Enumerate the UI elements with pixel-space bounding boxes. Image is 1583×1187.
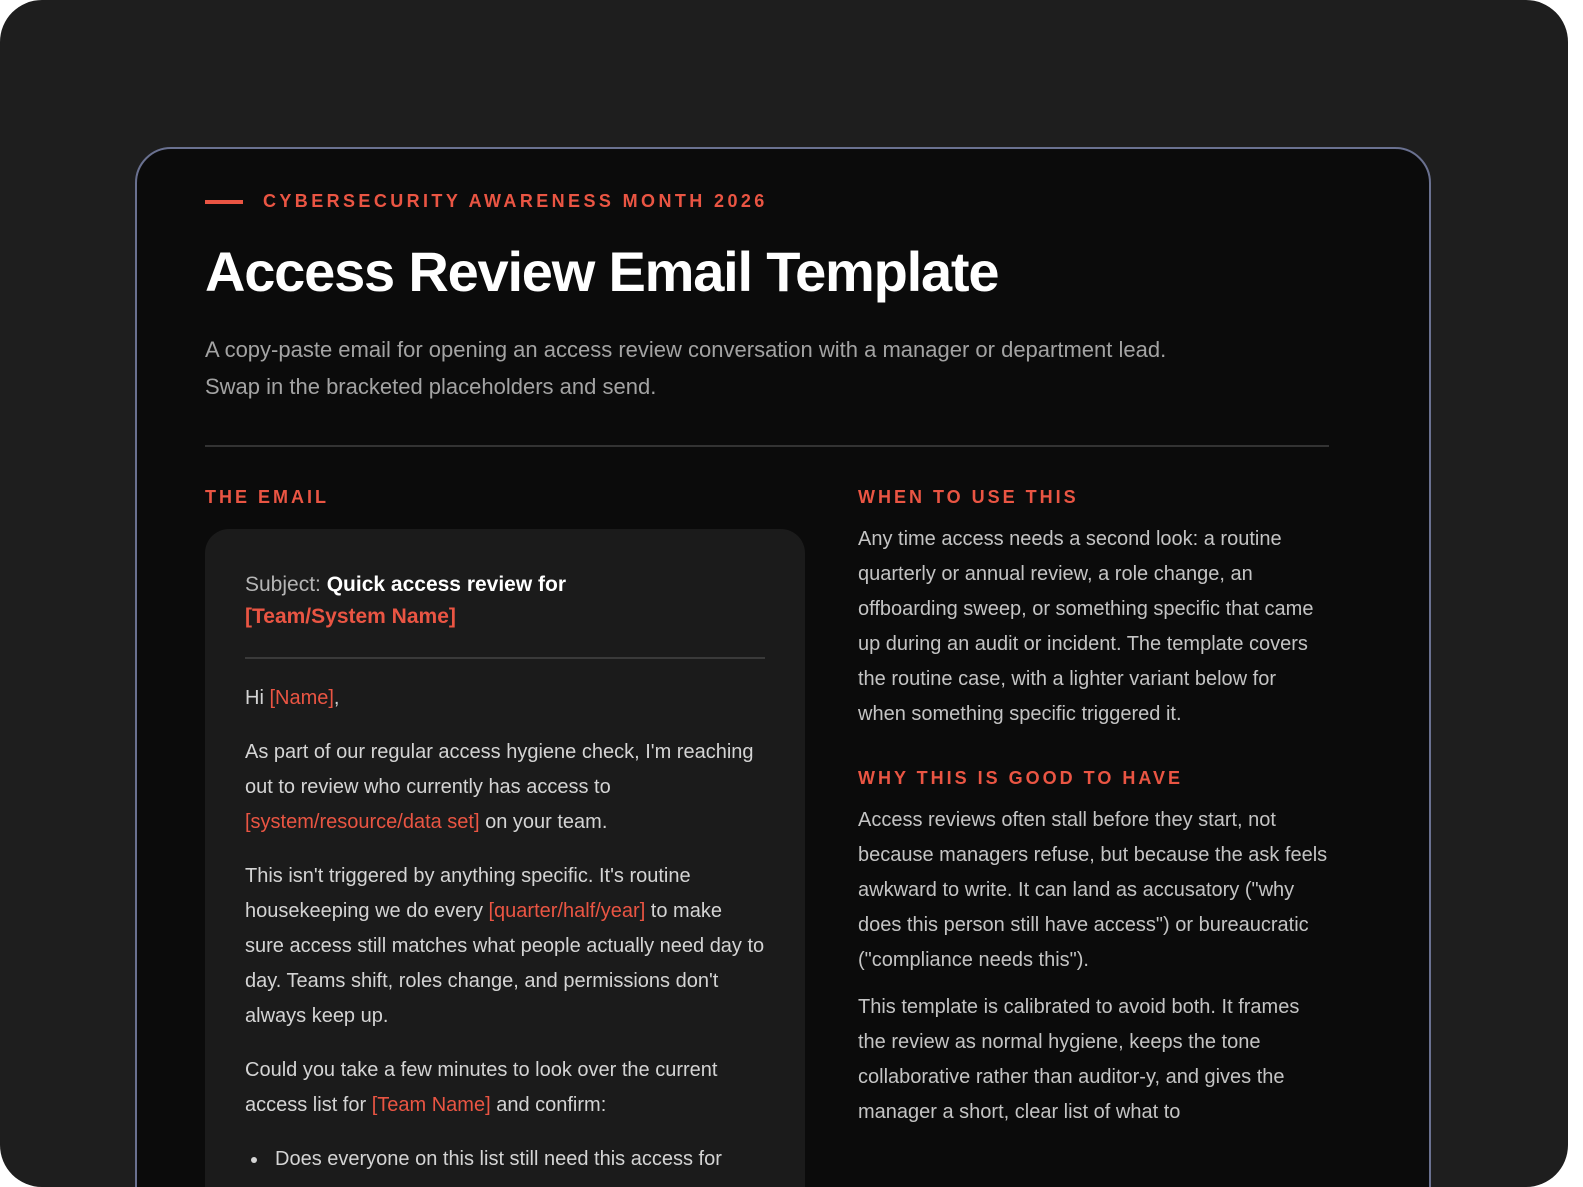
subject-prefix: Subject:: [245, 573, 327, 596]
eyebrow-label: CYBERSECURITY AWARENESS MONTH 2026: [263, 191, 768, 211]
email-body: [245, 681, 765, 1177]
greeting-text: Hi: [245, 687, 270, 709]
when-section-label: WHEN TO USE THIS: [858, 487, 1079, 507]
subject-placeholder: [Team/System Name]: [245, 605, 456, 628]
why-section-text: [858, 803, 1328, 1130]
paragraph-2-text-b: to make sure access still matches what people actually need day to day. Teams shift, roles change, and permissions don't always keep up.: [245, 900, 765, 1027]
paragraph-1-text-a: As part of our regular access hygiene check, I'm reaching out to review who currently has access to: [245, 741, 754, 798]
why-paragraph-1: Access reviews often stall before they start, not because managers refuse, but because the ask feels awkward to write. It can land as accusatory ("why does this person still have access") or bureaucratic ("compliance needs this").: [858, 809, 1328, 971]
list-item-text: Does everyone on this list still need this access for: [275, 1148, 722, 1170]
email-greeting: [245, 681, 765, 716]
header-divider: [205, 445, 1329, 447]
why-paragraph-2: This template is calibrated to avoid both. It frames the review as normal hygiene, keeps the tone collaborative rather than auditor-y, and gives the manager a short, clear list of what to: [858, 996, 1300, 1123]
email-preview[interactable]: [205, 529, 805, 1187]
email-subject: [245, 569, 665, 633]
greeting-suffix: ,: [333, 687, 340, 709]
email-paragraph-3: [245, 1053, 765, 1123]
cadence-placeholder: [quarter/half/year]: [488, 900, 646, 922]
paragraph-1-text-b: on your team.: [479, 811, 608, 833]
paragraph-2-text-a: This isn't triggered by anything specific. It's routine housekeeping we do every: [245, 865, 691, 922]
email-section-label: THE EMAIL: [205, 487, 329, 507]
page-title: Access Review Email Template: [205, 240, 999, 303]
subject-text: Quick access review for: [326, 573, 567, 596]
paragraph-3-text-a: Could you take a few minutes to look over the current access list for: [245, 1059, 718, 1116]
accent-dash: [205, 200, 243, 204]
name-placeholder: [Name]: [269, 687, 334, 709]
email-paragraph-1: [245, 735, 765, 840]
email-checklist: [245, 1142, 765, 1177]
paragraph-3-text-b: and confirm:: [490, 1094, 607, 1116]
email-paragraph-2: [245, 859, 765, 1034]
email-column: [205, 487, 805, 1170]
team-placeholder: [Team Name]: [371, 1094, 491, 1116]
info-column: [858, 487, 1328, 1142]
when-paragraph: Any time access needs a second look: a routine quarterly or annual review, a role change, an offboarding sweep, or something specific that came up during an audit or incident. The template covers the routine case, with a lighter variant below for when something specific triggered it.: [858, 528, 1314, 725]
eyebrow: [205, 191, 768, 212]
template-card: [135, 147, 1431, 1187]
why-section-label: WHY THIS IS GOOD TO HAVE: [858, 768, 1184, 788]
system-placeholder: [system/resource/data set]: [245, 811, 480, 833]
when-section-text: [858, 522, 1328, 732]
email-divider: [245, 657, 765, 659]
bullet-icon: [251, 1157, 257, 1163]
page-subtitle: A copy-paste email for opening an access review conversation with a manager or department lead. Swap in the bracketed placeholders and send.: [205, 337, 1167, 399]
list-item: [245, 1142, 765, 1177]
